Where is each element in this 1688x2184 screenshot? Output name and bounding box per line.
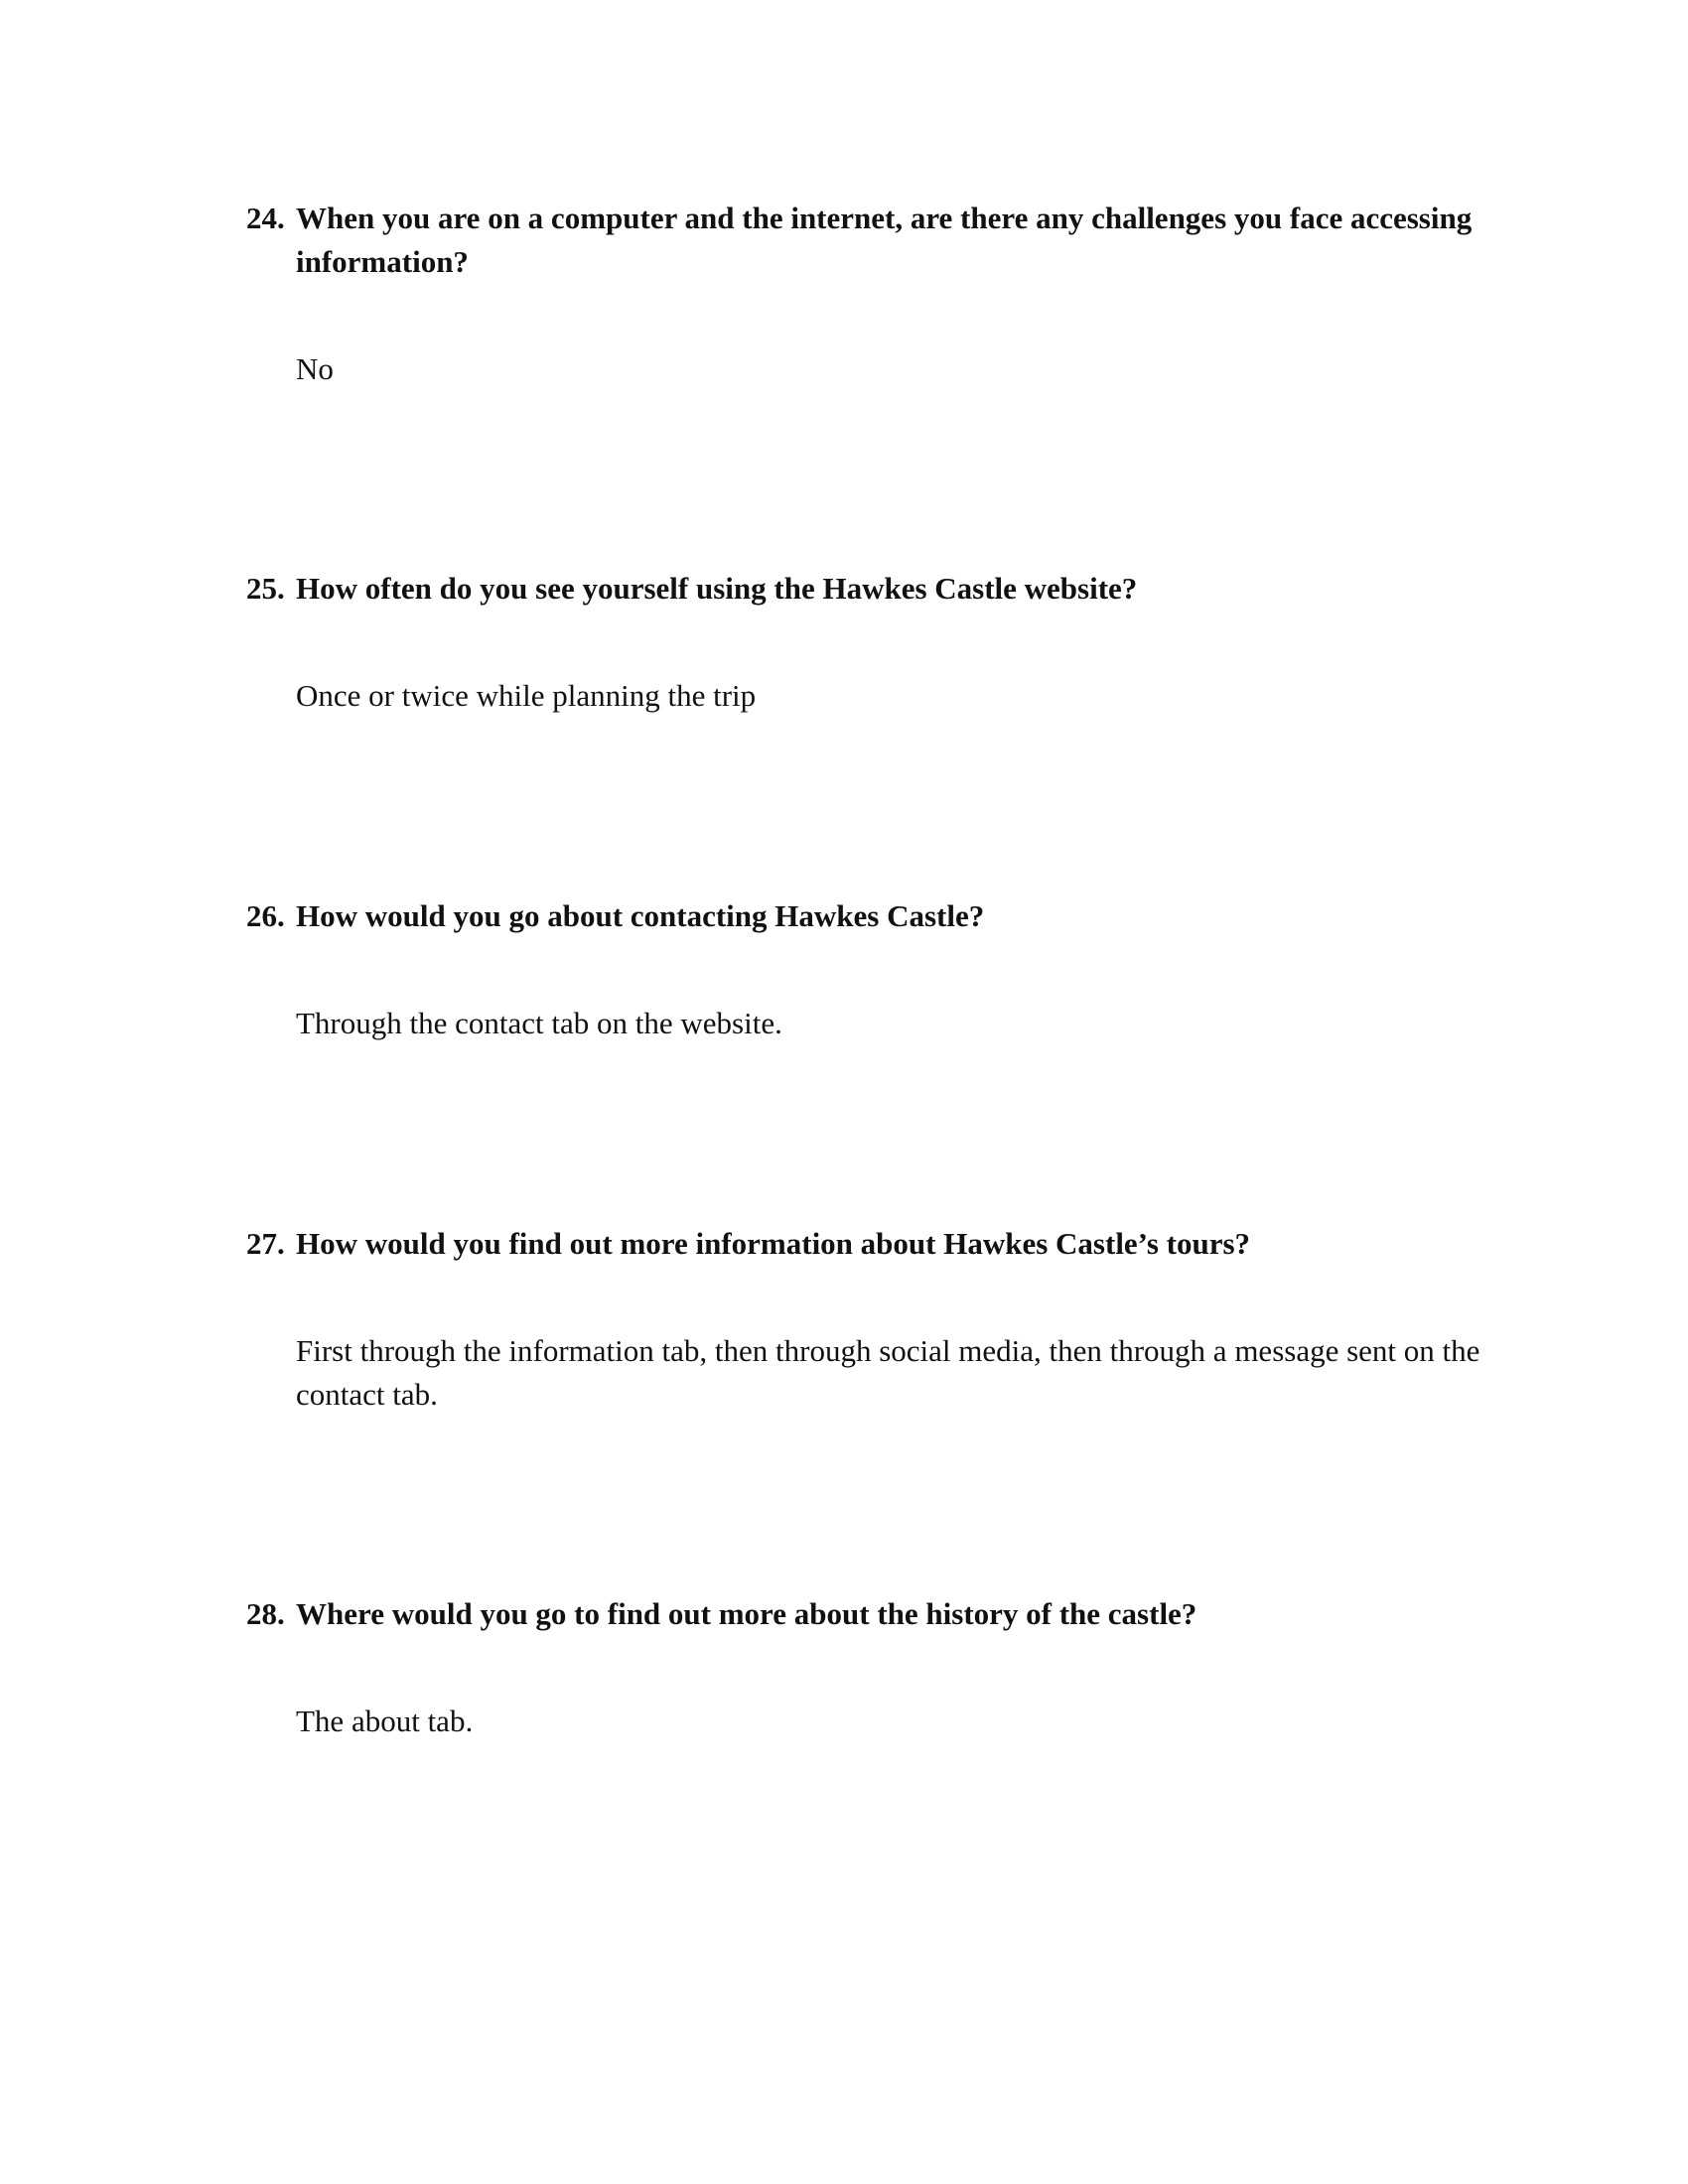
answer-24: No [296, 351, 334, 386]
question-26 [246, 894, 1497, 938]
question-24 [246, 197, 1497, 284]
question-block-27 [246, 1222, 1497, 1417]
question-text: How would you find out more information about Hawkes Castle’s tours? [296, 1226, 1251, 1261]
question-text: How would you go about contacting Hawkes Castle? [296, 898, 985, 933]
answer-28: The about tab. [296, 1704, 474, 1738]
answer-25: Once or twice while planning the trip [296, 678, 757, 713]
question-block-25 [246, 567, 1497, 718]
answer-27: First through the information tab, then through social media, then through a message sent on the contact tab. [296, 1333, 1480, 1412]
question-block-24 [246, 197, 1497, 391]
question-number: 25. [246, 571, 285, 606]
answer-26: Through the contact tab on the website. [296, 1006, 782, 1040]
question-number: 27. [246, 1226, 285, 1261]
question-number: 24. [246, 201, 285, 235]
question-25 [246, 567, 1497, 611]
question-block-26 [246, 894, 1497, 1045]
question-number: 26. [246, 898, 285, 933]
question-text: When you are on a computer and the internet, are there any challenges you face accessing information? [296, 201, 1473, 279]
question-text: How often do you see yourself using the Hawkes Castle website? [296, 571, 1138, 606]
question-27 [246, 1222, 1497, 1266]
question-28 [246, 1592, 1497, 1636]
question-number: 28. [246, 1596, 285, 1631]
question-block-28 [246, 1592, 1497, 1743]
question-text: Where would you go to find out more about the history of the castle? [296, 1596, 1197, 1631]
